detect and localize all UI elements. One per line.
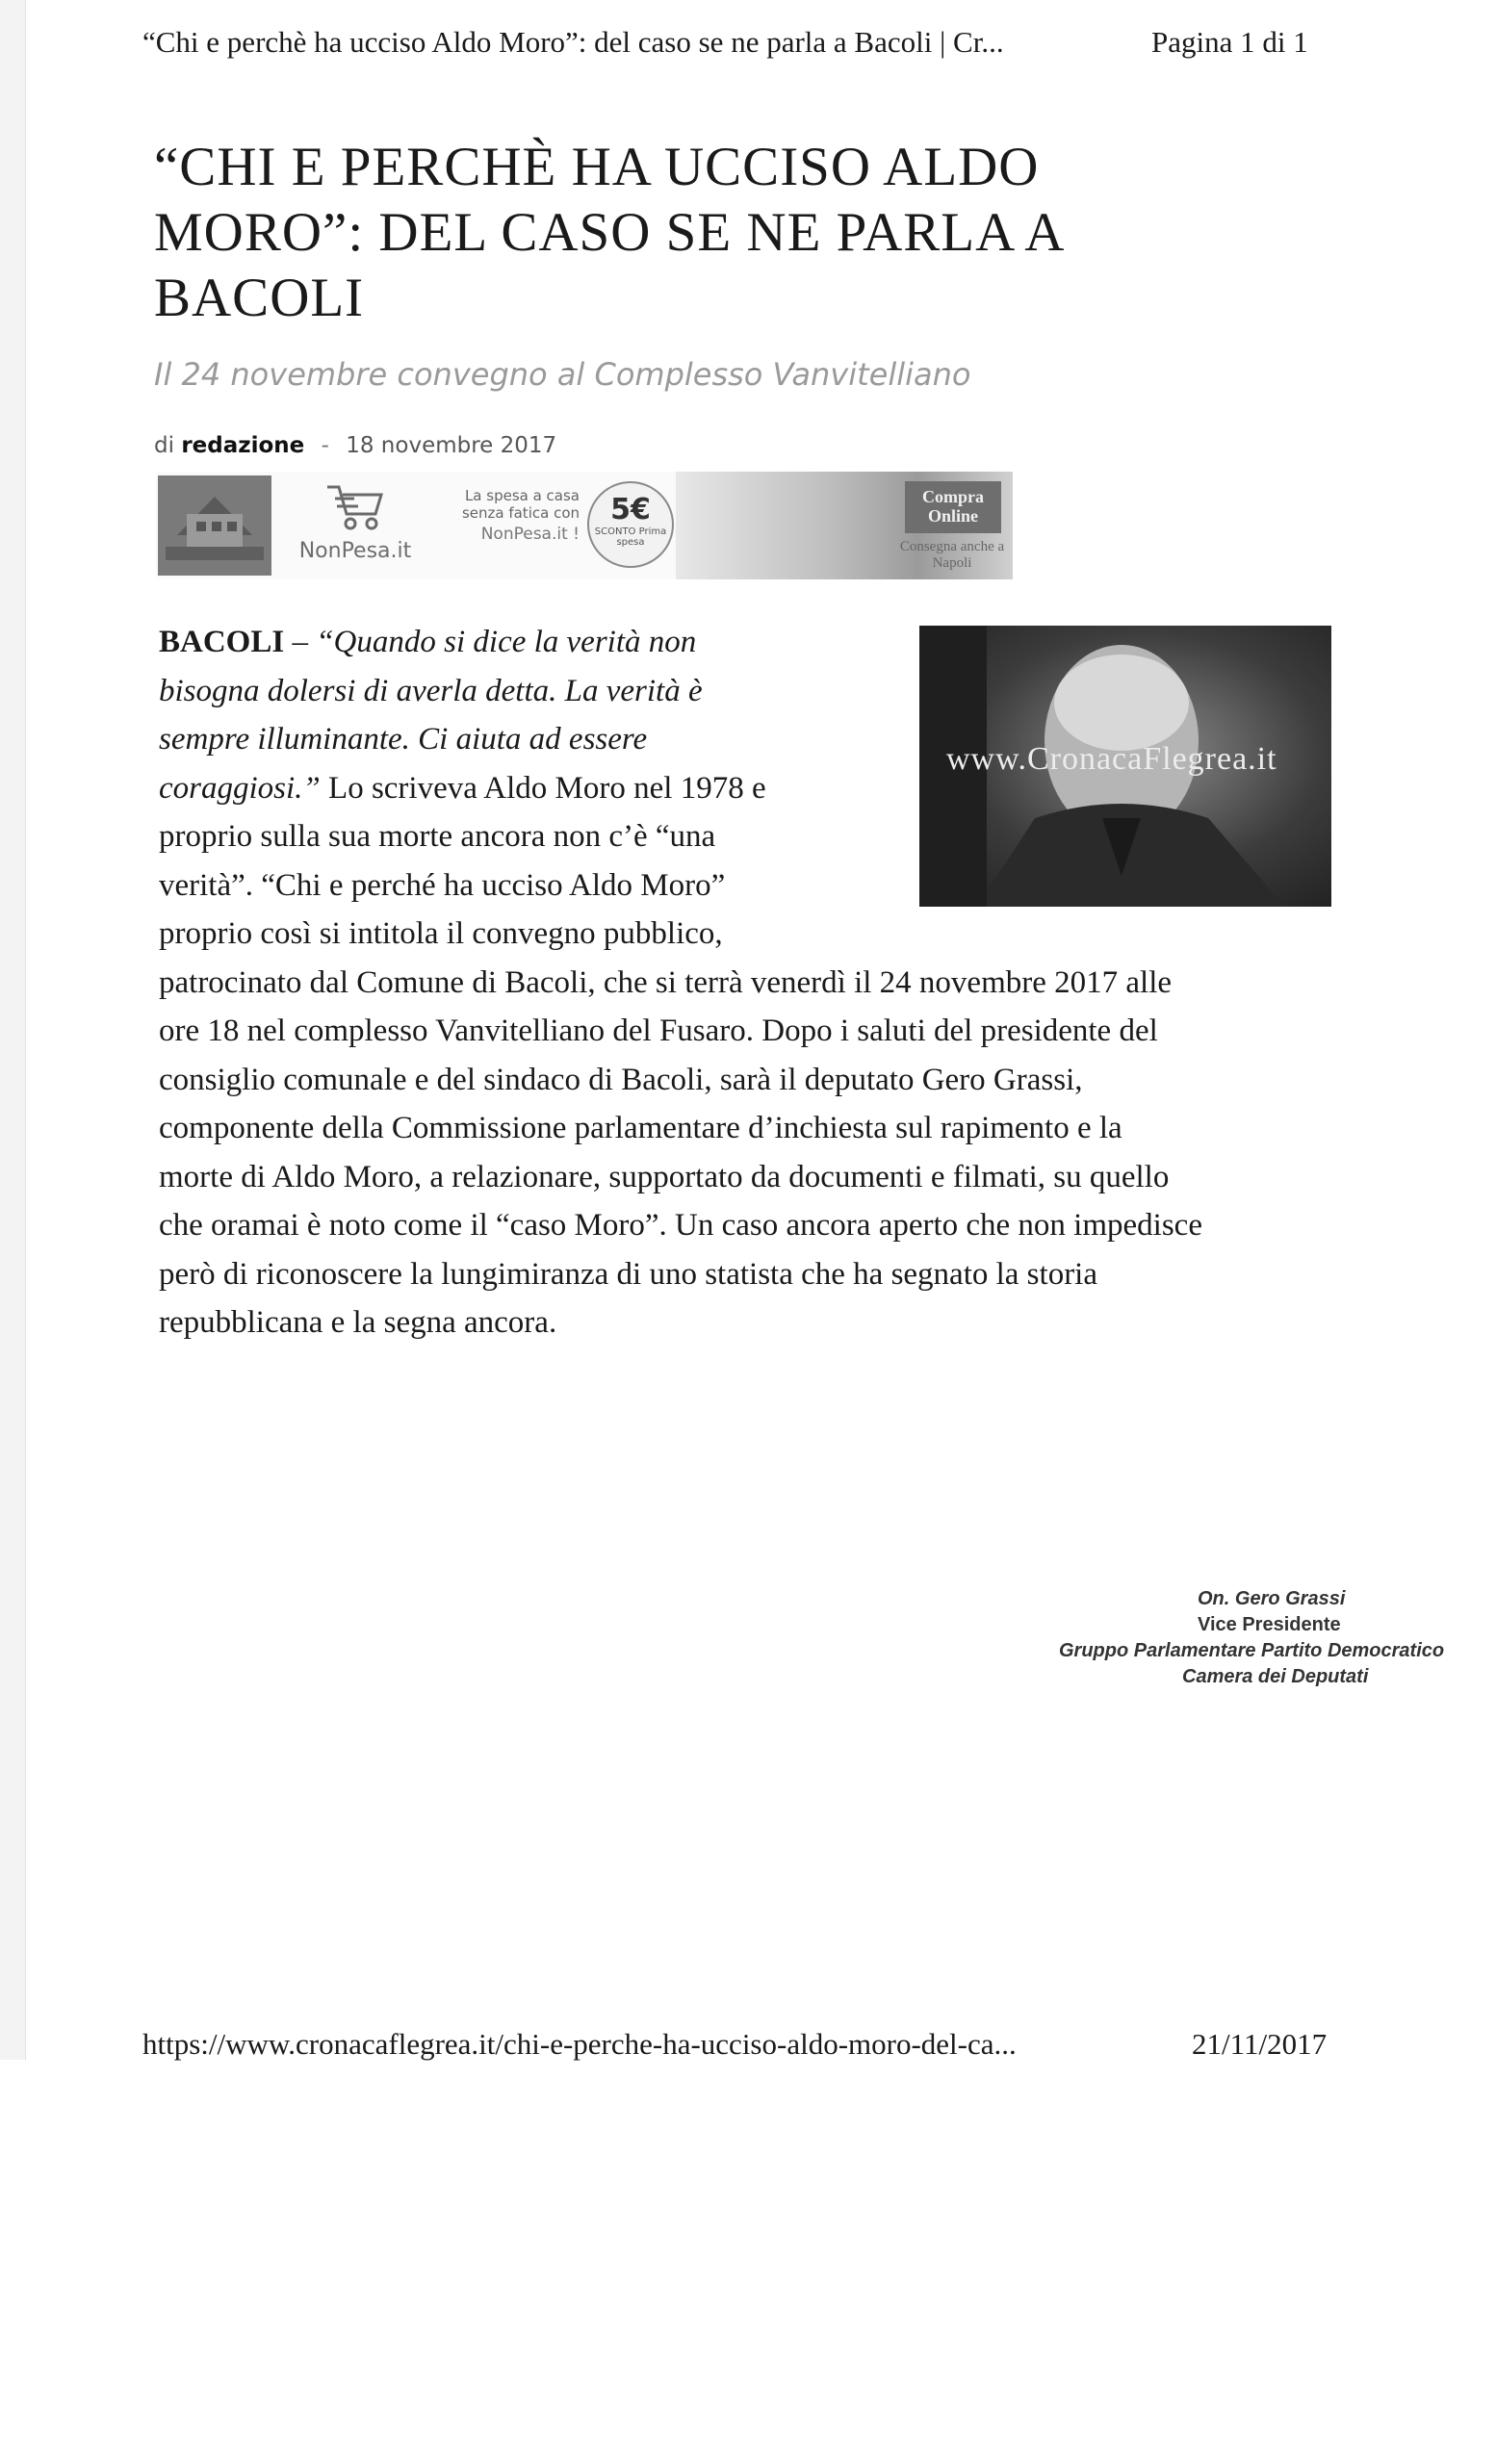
- signature-role: Vice Presidente: [1198, 1614, 1341, 1635]
- body-line: [159, 764, 1353, 813]
- body-line: ore 18 nel complesso Vanvitelliano del Fusaro. Dopo i saluti del presidente del: [159, 1014, 1158, 1048]
- body-text: Lo scriveva Aldo Moro nel 1978 e: [320, 770, 766, 806]
- body-line: consiglio comunale e del sindaco di Bacoli, sarà il deputato Gero Grassi,: [159, 1062, 1083, 1097]
- ad-banner[interactable]: [156, 472, 1013, 579]
- byline-separator: -: [321, 433, 329, 458]
- body-dash: –: [284, 625, 317, 659]
- page-number: Pagina 1 di 1: [1151, 25, 1308, 59]
- scan-edge: [0, 0, 26, 2060]
- ad-discount-note: SCONTO Prima spesa: [594, 526, 667, 548]
- print-header: [142, 25, 1336, 60]
- publish-date: 18 novembre 2017: [346, 433, 557, 458]
- body-line: proprio sulla sua morte ancora non c’è “una: [159, 819, 716, 854]
- signature-stamp: [1040, 1586, 1483, 1690]
- signature-name: On. Gero Grassi: [1198, 1588, 1346, 1609]
- body-line: patrocinato dal Comune di Bacoli, che si terrà venerdì il 24 novembre 2017 alle: [159, 964, 1173, 1000]
- ad-delivery-note: Consegna anche a Napoli: [899, 539, 1005, 571]
- body-quote: coraggiosi.”: [159, 770, 321, 806]
- ad-slogan-site: NonPesa.it !: [480, 525, 580, 544]
- byline: [154, 433, 556, 458]
- body-line: componente della Commissione parlamentare d’inchiesta sul rapimento e la: [159, 1111, 1122, 1145]
- print-footer-url: https://www.cronacaflegrea.it/chi-e-perche-ha-ucciso-aldo-moro-del-ca...: [142, 2027, 1017, 2061]
- author-link[interactable]: redazione: [181, 433, 305, 458]
- print-footer-date: 21/11/2017: [1192, 2027, 1328, 2061]
- ad-buy-online-button[interactable]: Compra Online: [905, 481, 1001, 533]
- signature-chamber: Camera dei Deputati: [1182, 1666, 1369, 1687]
- body-line: proprio così si intitola il convegno pubblico,: [159, 916, 723, 951]
- ad-discount-amount: 5€: [610, 493, 651, 526]
- photo-watermark: www.CronacaFlegrea.it: [946, 741, 1277, 777]
- body-line: però di riconoscere la lungimiranza di uno statista che ha segnato la storia: [159, 1256, 1097, 1292]
- shopping-cart-icon: [322, 523, 389, 539]
- body-line: sempre illuminante. Ci aiuta ad essere: [159, 722, 648, 757]
- body-line: [159, 618, 1353, 667]
- ad-brand-name: NonPesa.it: [298, 539, 412, 563]
- body-line: bisogna dolersi di averla detta. La verità è: [159, 673, 703, 708]
- ad-slogan-text: La spesa a casa senza fatica con: [461, 487, 580, 522]
- print-header-title: “Chi e perchè ha ucciso Aldo Moro”: del caso se ne parla a Bacoli | Cr...: [142, 25, 1004, 59]
- body-quote: “Quando si dice la verità non: [316, 625, 697, 659]
- signature-group: Gruppo Parlamentare Partito Democratico: [1059, 1640, 1445, 1661]
- ad-discount-badge: [587, 481, 674, 568]
- byline-prefix: di: [154, 433, 174, 458]
- print-footer: [142, 2027, 1355, 2062]
- article-headline: “CHI E PERCHÈ HA UCCISO ALDO MORO”: DEL CASO SE NE PARLA A BACOLI: [154, 137, 1063, 328]
- ad-brand-block: [283, 479, 427, 576]
- body-line: morte di Aldo Moro, a relazionare, supportato da documenti e filmati, su quello: [159, 1159, 1170, 1194]
- body-lead: BACOLI: [159, 625, 285, 659]
- body-line: repubblicana e la segna ancora.: [159, 1305, 557, 1340]
- article-body: [159, 618, 1353, 1348]
- body-line: che oramai è noto come il “caso Moro”. Un caso ancora aperto che non impedisce: [159, 1208, 1202, 1243]
- ad-logo-image: [158, 475, 271, 576]
- ad-slogan: [445, 487, 580, 543]
- article-subtitle: Il 24 novembre convegno al Complesso Vanvitelliano: [154, 356, 971, 393]
- body-line: verità”. “Chi e perché ha ucciso Aldo Moro”: [159, 867, 726, 903]
